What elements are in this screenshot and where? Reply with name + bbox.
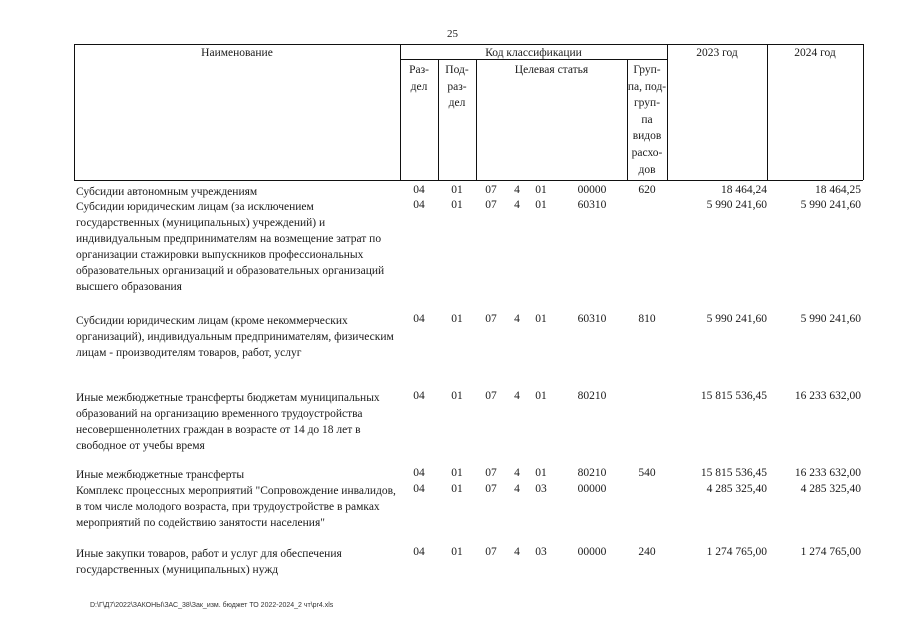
cell-target-4: 80210 xyxy=(577,390,607,402)
cell-2023: 18 464,24 xyxy=(721,184,767,196)
cell-target-4: 00000 xyxy=(577,546,607,558)
row-name: Иные межбюджетные трансферты xyxy=(76,469,245,481)
cell-2024: 1 274 765,00 xyxy=(800,546,861,558)
cell-2023: 15 815 536,45 xyxy=(700,390,767,402)
row-name: Иные закупки товаров, работ и услуг для обеспечения государственных (муниципальных) нужд xyxy=(76,548,342,576)
cell-target-3: 01 xyxy=(535,390,547,402)
cell-2023: 4 285 325,40 xyxy=(706,483,767,495)
cell-target-1: 07 xyxy=(485,390,497,402)
row-name: Иные межбюджетные трансферты бюджетам муниципальных образований на организацию временного трудоустройства несовершеннолетних граждан в возрасте от 14 до 18 лет в свободное от учебы время xyxy=(76,392,380,452)
cell-target-2: 4 xyxy=(514,546,520,558)
cell-target-4: 00000 xyxy=(577,483,607,495)
cell-podrazdel: 01 xyxy=(451,390,463,402)
header-razdel: Раз- дел xyxy=(409,64,429,93)
cell-target-1: 07 xyxy=(485,467,497,479)
cell-target-4: 60310 xyxy=(577,199,607,211)
cell-expense-group: 620 xyxy=(638,184,656,196)
cell-podrazdel: 01 xyxy=(451,184,463,196)
cell-target-2: 4 xyxy=(514,483,520,495)
cell-target-3: 03 xyxy=(535,483,547,495)
cell-target-3: 01 xyxy=(535,467,547,479)
cell-2023: 15 815 536,45 xyxy=(700,467,767,479)
cell-razdel: 04 xyxy=(413,390,425,402)
cell-2023: 1 274 765,00 xyxy=(706,546,767,558)
cell-razdel: 04 xyxy=(413,483,425,495)
cell-podrazdel: 01 xyxy=(451,546,463,558)
header-year-2024: 2024 год xyxy=(794,47,836,59)
page-number: 25 xyxy=(447,28,458,40)
cell-target-2: 4 xyxy=(514,313,520,325)
cell-target-3: 01 xyxy=(535,199,547,211)
header-expense-group: Груп- па, под- груп- па видов расхо- дов xyxy=(627,64,667,176)
cell-target-4: 00000 xyxy=(577,184,607,196)
header-podrazdel: Под- раз- дел xyxy=(445,64,469,110)
header-code-group: Код классификации xyxy=(485,47,582,59)
row-name: Комплекс процессных мероприятий "Сопровождение инвалидов, в том числе молодого возраста, при трудоустройстве в рамках мероприятий по содействию занятости населения" xyxy=(76,485,396,529)
header-year-2023: 2023 год xyxy=(696,47,738,59)
cell-target-1: 07 xyxy=(485,184,497,196)
cell-podrazdel: 01 xyxy=(451,483,463,495)
cell-target-3: 01 xyxy=(535,313,547,325)
cell-expense-group: 810 xyxy=(638,313,656,325)
row-name: Субсидии автономным учреждениям xyxy=(76,186,258,198)
cell-target-3: 03 xyxy=(535,546,547,558)
row-name: Субсидии юридическим лицам (за исключением государственных (муниципальных) учреждений) и индивидуальным предпринимателям на возмещение затрат по организации стажировки выпускников профессиональных образовательных организаций и образовательных организаций высшего образования xyxy=(76,201,385,293)
cell-expense-group: 540 xyxy=(638,467,656,479)
cell-2023: 5 990 241,60 xyxy=(706,313,767,325)
cell-razdel: 04 xyxy=(413,184,425,196)
cell-podrazdel: 01 xyxy=(451,199,463,211)
cell-2024: 18 464,25 xyxy=(815,184,861,196)
cell-target-1: 07 xyxy=(485,546,497,558)
cell-2024: 5 990 241,60 xyxy=(800,199,861,211)
cell-target-2: 4 xyxy=(514,199,520,211)
file-path-footer: D:\Г\Д7\2022\ЗАКОНЫ\ЗАС_38\Зак_изм. бюджет ТО 2022-2024_2 чт\pr4.xls xyxy=(90,602,334,609)
cell-2024: 16 233 632,00 xyxy=(794,390,861,402)
cell-2024: 4 285 325,40 xyxy=(800,483,861,495)
cell-podrazdel: 01 xyxy=(451,313,463,325)
header-target-article: Целевая статья xyxy=(514,64,589,76)
cell-razdel: 04 xyxy=(413,313,425,325)
cell-expense-group: 240 xyxy=(638,546,656,558)
cell-target-2: 4 xyxy=(514,467,520,479)
cell-2023: 5 990 241,60 xyxy=(706,199,767,211)
cell-razdel: 04 xyxy=(413,467,425,479)
cell-target-4: 80210 xyxy=(577,467,607,479)
cell-target-1: 07 xyxy=(485,313,497,325)
cell-2024: 5 990 241,60 xyxy=(800,313,861,325)
cell-target-4: 60310 xyxy=(577,313,607,325)
cell-2024: 16 233 632,00 xyxy=(794,467,861,479)
header-name: Наименование xyxy=(201,47,273,59)
cell-target-2: 4 xyxy=(514,390,520,402)
cell-target-1: 07 xyxy=(485,483,497,495)
cell-target-2: 4 xyxy=(514,184,520,196)
cell-target-1: 07 xyxy=(485,199,497,211)
cell-target-3: 01 xyxy=(535,184,547,196)
cell-razdel: 04 xyxy=(413,199,425,211)
cell-razdel: 04 xyxy=(413,546,425,558)
cell-podrazdel: 01 xyxy=(451,467,463,479)
row-name: Субсидии юридическим лицам (кроме некоммерческих организаций), индивидуальным предпринимателям, физическим лицам - производителям товаров, работ, услуг xyxy=(76,315,394,359)
